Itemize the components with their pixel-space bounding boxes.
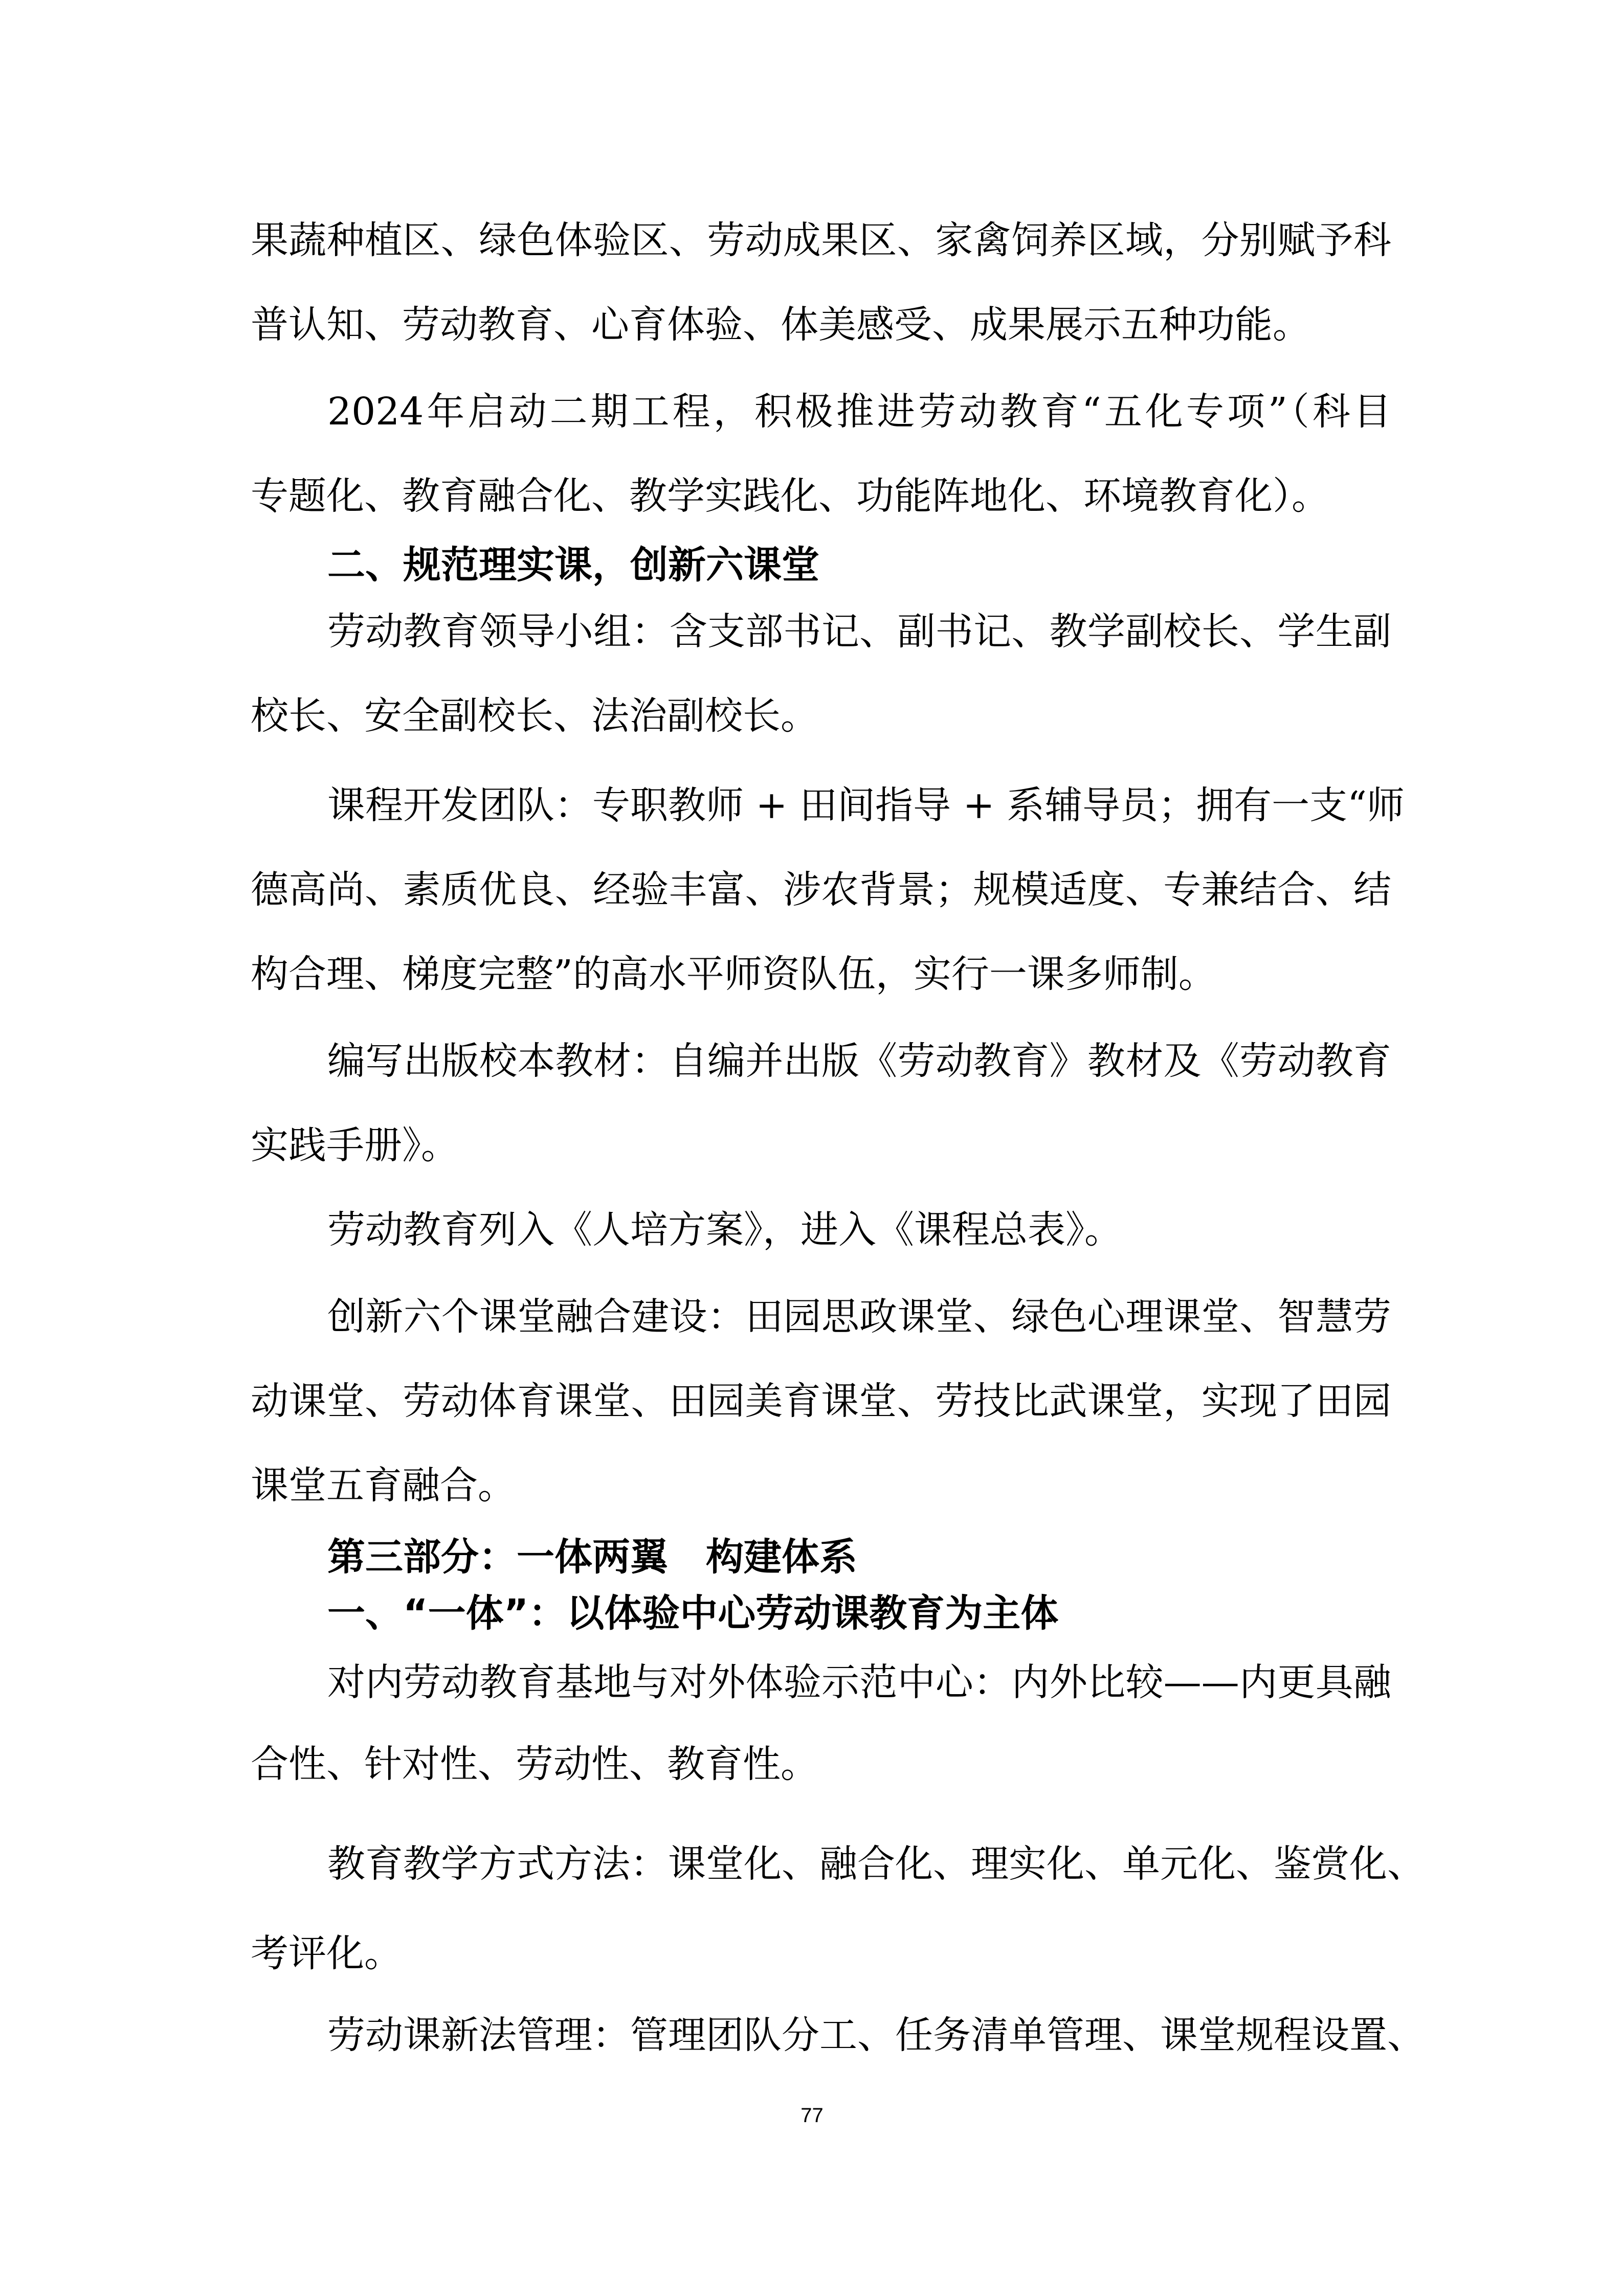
paragraph-line: 德高尚、素质优良、经验丰富、涉农背景；规模适度、专兼结合、结 <box>251 868 1391 912</box>
part-heading: 第三部分：一体两翼 构建体系 <box>327 1535 857 1579</box>
paragraph-line: 对内劳动教育基地与对外体验示范中心：内外比较——内更具融 <box>327 1660 1391 1704</box>
paragraph-line: 2024年启动二期工程，积极推进劳动教育“五化专项”（科目 <box>327 390 1391 434</box>
paragraph-line: 果蔬种植区、绿色体验区、劳动成果区、家禽饲养区域，分别赋予科 <box>251 218 1391 262</box>
section-heading: 一、“一体”：以体验中心劳动课教育为主体 <box>327 1591 1059 1635</box>
paragraph-line: 普认知、劳动教育、心育体验、体美感受、成果展示五种功能。 <box>251 303 1310 347</box>
paragraph-line: 创新六个课堂融合建设：田园思政课堂、绿色心理课堂、智慧劳 <box>327 1295 1391 1339</box>
paragraph-line: 劳动教育领导小组：含支部书记、副书记、教学副校长、学生副 <box>327 610 1391 654</box>
section-heading: 二、规范理实课，创新六课堂 <box>327 543 819 587</box>
paragraph-line: 劳动教育列入《人培方案》，进入《课程总表》。 <box>327 1208 1122 1252</box>
paragraph-line: 合性、针对性、劳动性、教育性。 <box>251 1742 818 1786</box>
paragraph-line: 构合理、梯度完整”的高水平师资队伍，实行一课多师制。 <box>251 952 1216 996</box>
paragraph-line: 专题化、教育融合化、教学实践化、功能阵地化、环境教育化）。 <box>251 474 1329 518</box>
paragraph-line: 劳动课新法管理：管理团队分工、任务清单管理、课堂规程设置、 <box>327 2013 1425 2057</box>
paragraph-line: 编写出版校本教材：自编并出版《劳动教育》教材及《劳动教育 <box>327 1039 1391 1083</box>
paragraph-line: 实践手册》。 <box>251 1123 459 1167</box>
page-number: 77 <box>800 2104 824 2127</box>
paragraph-line: 教育教学方式方法：课堂化、融合化、理实化、单元化、鉴赏化、 <box>327 1842 1425 1886</box>
paragraph-line: 课堂五育融合。 <box>251 1464 516 1507</box>
paragraph-line: 动课堂、劳动体育课堂、田园美育课堂、劳技比武课堂，实现了田园 <box>251 1379 1391 1423</box>
paragraph-line: 考评化。 <box>251 1931 402 1975</box>
paragraph-line: 课程开发团队：专职教师 + 田间指导 + 系辅导员；拥有一支“师 <box>327 783 1405 827</box>
paragraph-line: 校长、安全副校长、法治副校长。 <box>251 694 818 738</box>
